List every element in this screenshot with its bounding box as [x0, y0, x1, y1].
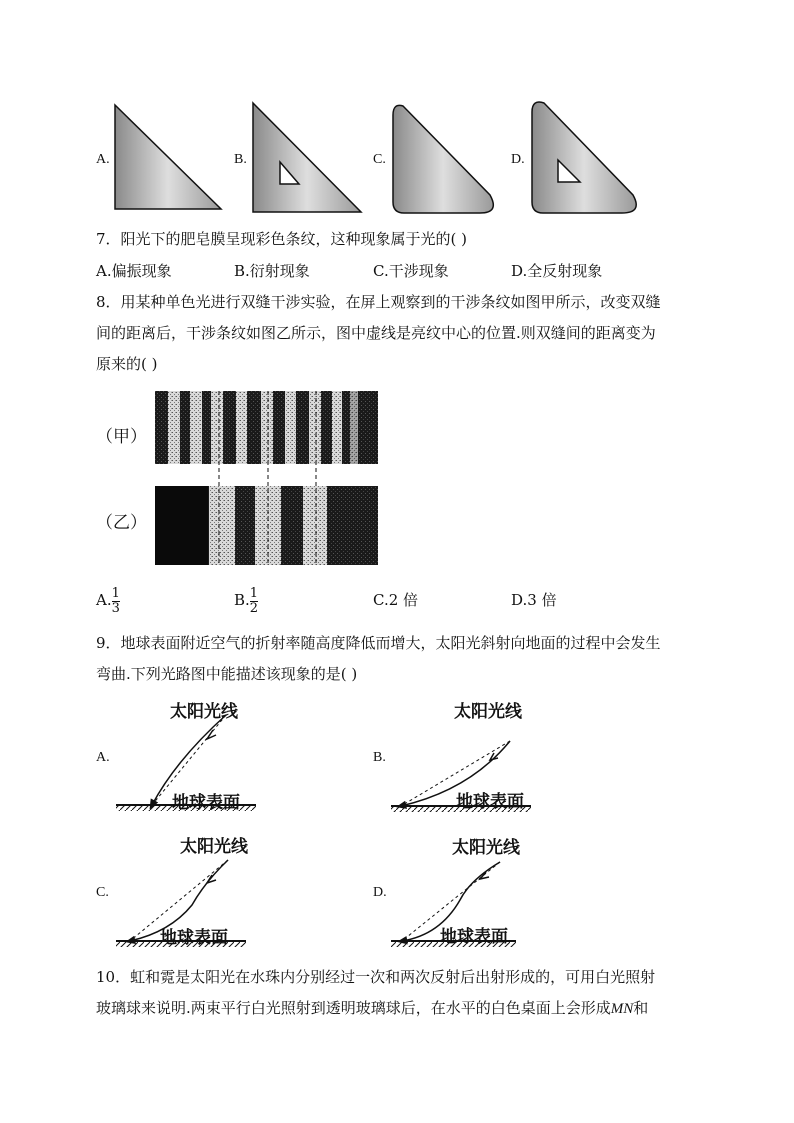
q8-option-a — [96, 580, 120, 620]
q6-option-c-label: C. — [373, 152, 386, 167]
q8-stem-line2: 间的距离后，干涉条纹如图乙所示，图中虚线是亮纹中心的位置.则双缝间的距离变为 — [96, 324, 656, 342]
q10-stem-line2 — [96, 998, 648, 1019]
q10-stem-line2-tail: 和 — [633, 999, 649, 1017]
q8-option-b — [234, 580, 258, 620]
fraction-one-half — [250, 587, 258, 616]
q7-option-d: D.全反射现象 — [511, 262, 603, 280]
q9-stem-line1: 9．地球表面附近空气的折射率随高度降低而增大，太阳光斜射向地面的过程中会发生 — [96, 634, 661, 652]
q9-option-b-label: B. — [373, 750, 386, 765]
prism-b — [253, 103, 361, 212]
fraction-numerator: 1 — [249, 585, 259, 601]
q6-option-a-label: A. — [96, 152, 110, 167]
fraction-denominator: 3 — [111, 600, 120, 616]
q10-variable-mn: MN — [610, 1001, 634, 1017]
ground-label-c: 地球表面 — [160, 928, 228, 948]
fraction-denominator: 2 — [249, 600, 259, 616]
ground-label-d: 地球表面 — [440, 927, 508, 947]
q9-stem-line2: 弯曲.下列光路图中能描述该现象的是( ) — [96, 665, 358, 683]
label-jia: （甲） — [96, 427, 147, 447]
label-yi: （乙） — [96, 513, 147, 533]
ground-label-a: 地球表面 — [172, 793, 240, 813]
q6-option-d-label: D. — [511, 152, 525, 167]
q7-stem: 7．阳光下的肥皂膜呈现彩色条纹，这种现象属于光的( ) — [96, 230, 468, 248]
fraction-numerator: 1 — [111, 585, 120, 601]
q8-option-d: D.3 倍 — [511, 591, 557, 609]
sun-label-b: 太阳光线 — [454, 702, 522, 722]
q8-option-b-prefix: B. — [234, 591, 250, 609]
q8-option-a-prefix: A. — [96, 591, 112, 609]
q7-option-a: A.偏振现象 — [96, 262, 172, 280]
q7-option-c: C.干涉现象 — [373, 262, 449, 280]
q9-option-c-label: C. — [96, 885, 109, 900]
q8-stem-line1: 8．用某种单色光进行双缝干涉实验，在屏上观察到的干涉条纹如图甲所示，改变双缝 — [96, 293, 661, 311]
fraction-one-third — [112, 587, 120, 616]
prism-c — [393, 105, 493, 213]
sun-label-c: 太阳光线 — [180, 837, 248, 857]
fringe-pattern-jia — [155, 391, 378, 464]
q10-stem-line1: 10．虹和霓是太阳光在水珠内分别经过一次和两次反射后出射形成的，可用白光照射 — [96, 968, 656, 986]
sun-label-a: 太阳光线 — [170, 702, 238, 722]
q8-option-c: C.2 倍 — [373, 591, 419, 609]
fringe-pattern-yi — [155, 486, 378, 565]
prism-d — [532, 102, 636, 213]
q7-option-b: B.衍射现象 — [234, 262, 310, 280]
q8-stem-line3: 原来的( ) — [96, 355, 158, 373]
ground-label-b: 地球表面 — [456, 792, 524, 812]
q9-option-d-label: D. — [373, 885, 387, 900]
q10-stem-line2-text: 玻璃球来说明.两束平行白光照射到透明玻璃球后，在水平的白色桌面上会形成 — [96, 999, 611, 1017]
prism-a — [115, 105, 221, 209]
q6-option-b-label: B. — [234, 152, 247, 167]
sun-label-d: 太阳光线 — [452, 838, 520, 858]
q9-option-a-label: A. — [96, 750, 110, 765]
